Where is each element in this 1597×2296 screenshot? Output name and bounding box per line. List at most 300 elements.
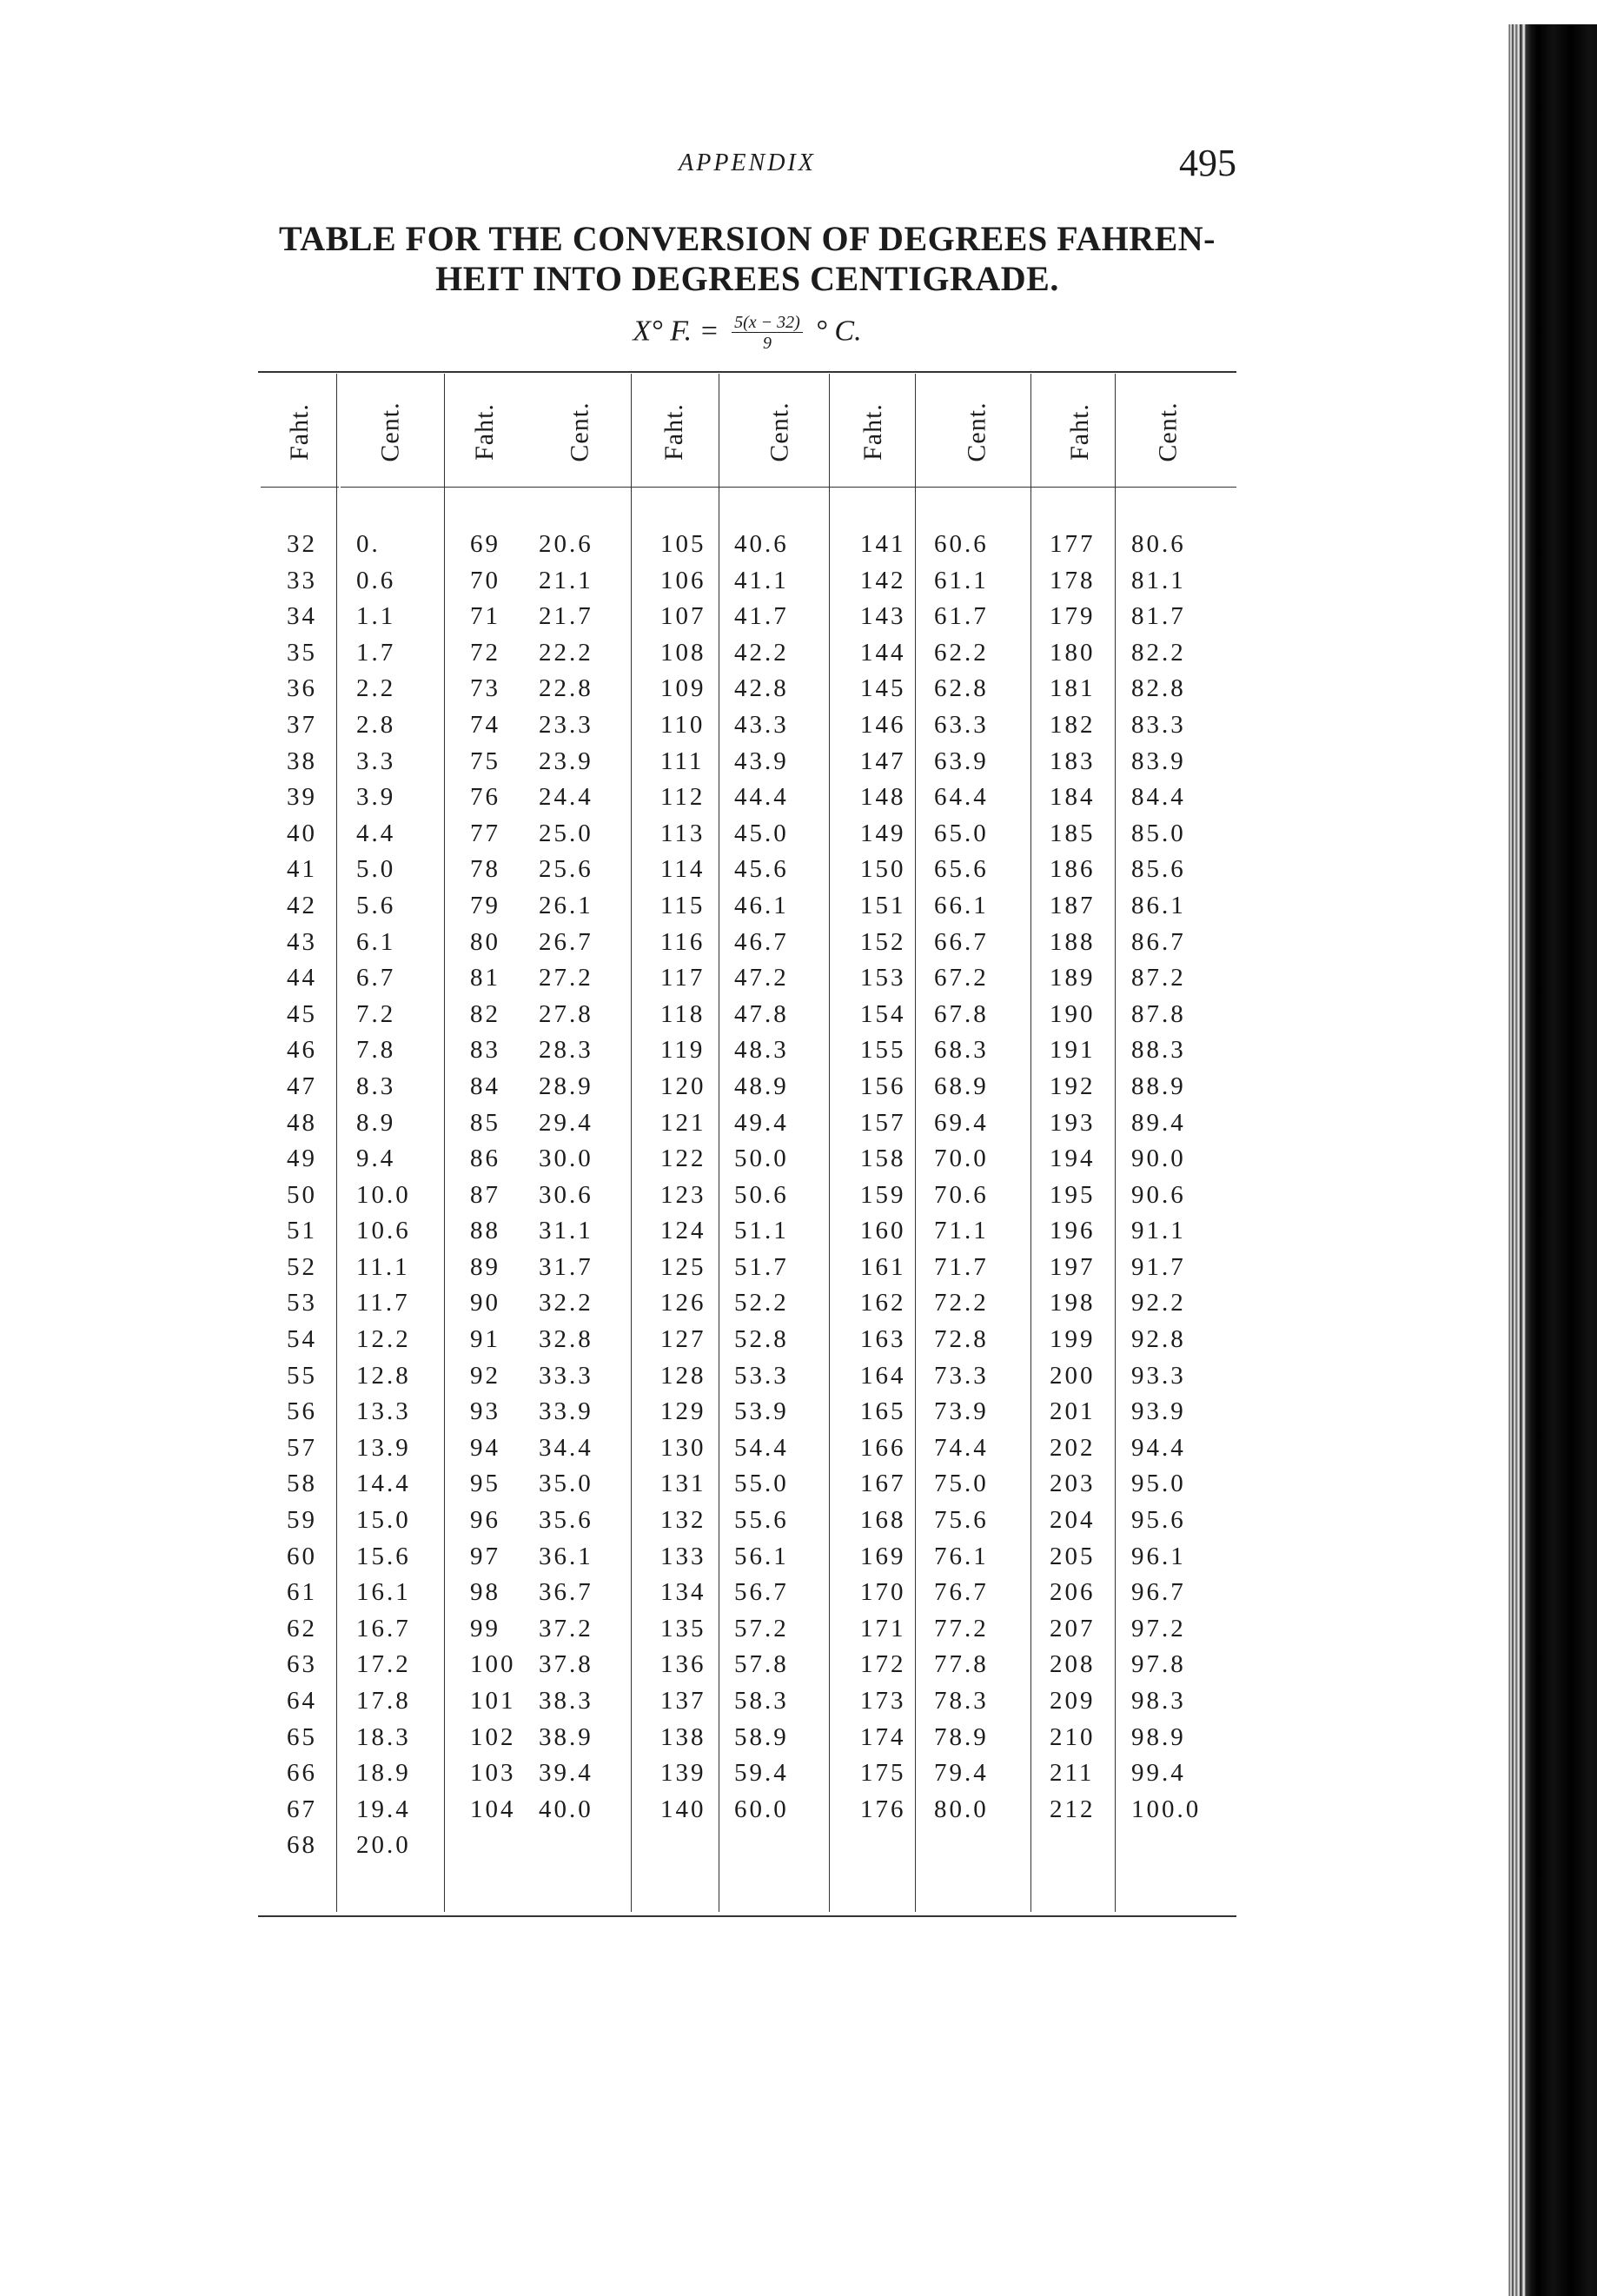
- faht-cell: 95: [470, 1470, 500, 1498]
- faht-cell: 141: [860, 530, 906, 558]
- faht-cell: 179: [1050, 602, 1096, 631]
- faht-cell: 131: [660, 1470, 706, 1498]
- cent-cell: 88.3: [1131, 1036, 1186, 1065]
- cent-cell: 6.1: [356, 927, 396, 956]
- faht-cell: 121: [660, 1108, 706, 1137]
- cent-cell: 81.7: [1131, 602, 1186, 631]
- faht-cell: 115: [660, 891, 706, 919]
- cent-cell: 32.2: [539, 1289, 593, 1317]
- faht-cell: 125: [660, 1252, 706, 1281]
- cent-cell: 52.2: [734, 1289, 789, 1317]
- faht-cell: 35: [287, 638, 317, 667]
- cent-cell: 22.8: [539, 674, 593, 703]
- column-separator: [336, 374, 337, 1912]
- faht-cell: 152: [860, 927, 906, 956]
- cent-cell: 10.0: [356, 1180, 411, 1209]
- cent-cell: 87.8: [1131, 999, 1186, 1028]
- cent-cell: 0.: [356, 530, 381, 558]
- faht-cell: 87: [470, 1180, 500, 1209]
- faht-cell: 33: [287, 566, 317, 594]
- cent-cell: 50.6: [734, 1180, 789, 1209]
- faht-cell: 192: [1050, 1072, 1096, 1100]
- cent-cell: 13.3: [356, 1397, 411, 1426]
- faht-column-header: [441, 380, 528, 484]
- column-separator: [1115, 374, 1116, 1912]
- cent-cell: 26.7: [539, 927, 593, 956]
- faht-cell: 117: [660, 964, 706, 992]
- faht-cell: 106: [660, 566, 706, 594]
- faht-cell: 157: [860, 1108, 906, 1137]
- faht-cell: 122: [660, 1145, 706, 1173]
- cent-cell: 73.9: [934, 1397, 989, 1426]
- cent-cell: 82.8: [1131, 674, 1186, 703]
- cent-cell: 38.9: [539, 1722, 593, 1751]
- formula-numerator: 5(x − 32): [732, 313, 803, 333]
- faht-cell: 94: [470, 1433, 500, 1462]
- cent-cell: 97.8: [1131, 1650, 1186, 1679]
- faht-cell: 89: [470, 1252, 500, 1281]
- cent-cell: 96.7: [1131, 1578, 1186, 1607]
- faht-cell: 172: [860, 1650, 906, 1679]
- cent-cell: 33.9: [539, 1397, 593, 1426]
- faht-cell: 123: [660, 1180, 706, 1209]
- faht-cell: 72: [470, 638, 500, 667]
- cent-cell: 86.7: [1131, 927, 1186, 956]
- faht-cell: 116: [660, 927, 706, 956]
- cent-cell: 9.4: [356, 1145, 396, 1173]
- faht-cell: 169: [860, 1542, 906, 1570]
- cent-cell: 85.0: [1131, 819, 1186, 847]
- cent-cell: 1.7: [356, 638, 396, 667]
- cent-cell: 28.3: [539, 1036, 593, 1065]
- faht-column-header: [830, 380, 917, 484]
- faht-cell: 103: [470, 1759, 516, 1788]
- cent-cell: 27.8: [539, 999, 593, 1028]
- faht-cell: 108: [660, 638, 706, 667]
- faht-cell: 80: [470, 927, 500, 956]
- cent-cell: 56.1: [734, 1542, 789, 1570]
- book-spine-edge: [1501, 24, 1597, 2296]
- faht-cell: 173: [860, 1687, 906, 1715]
- faht-cell: 188: [1050, 927, 1096, 956]
- faht-cell: 211: [1050, 1759, 1095, 1788]
- cent-cell: 92.8: [1131, 1325, 1186, 1354]
- cent-cell: 93.3: [1131, 1361, 1186, 1390]
- cent-cell: 20.6: [539, 530, 593, 558]
- faht-cell: 184: [1050, 783, 1096, 812]
- faht-cell: 168: [860, 1506, 906, 1535]
- faht-cell: 165: [860, 1397, 906, 1426]
- faht-cell: 67: [287, 1795, 317, 1823]
- faht-cell: 52: [287, 1252, 317, 1281]
- cent-cell: 85.6: [1131, 855, 1186, 884]
- faht-cell: 105: [660, 530, 706, 558]
- faht-cell: 93: [470, 1397, 500, 1426]
- cent-cell: 34.4: [539, 1433, 593, 1462]
- cent-cell: 2.2: [356, 674, 396, 703]
- faht-cell: 146: [860, 710, 906, 739]
- faht-cell: 88: [470, 1217, 500, 1245]
- faht-cell: 198: [1050, 1289, 1096, 1317]
- cent-cell: 99.4: [1131, 1759, 1186, 1788]
- cent-cell: 48.9: [734, 1072, 789, 1100]
- faht-cell: 76: [470, 783, 500, 812]
- cent-cell: 69.4: [934, 1108, 989, 1137]
- faht-cell: 85: [470, 1108, 500, 1137]
- cent-cell: 14.4: [356, 1470, 411, 1498]
- faht-cell: 205: [1050, 1542, 1096, 1570]
- faht-cell: 68: [287, 1831, 317, 1860]
- faht-cell: 99: [470, 1614, 500, 1642]
- cent-cell: 31.1: [539, 1217, 593, 1245]
- cent-cell: 63.9: [934, 747, 989, 775]
- cent-cell: 59.4: [734, 1759, 789, 1788]
- faht-cell: 210: [1050, 1722, 1096, 1751]
- faht-cell: 174: [860, 1722, 906, 1751]
- cent-cell: 67.8: [934, 999, 989, 1028]
- faht-cell: 39: [287, 783, 317, 812]
- cent-cell: 89.4: [1131, 1108, 1186, 1137]
- cent-cell: 61.1: [934, 566, 989, 594]
- faht-cell: 195: [1050, 1180, 1096, 1209]
- faht-cell: 209: [1050, 1687, 1096, 1715]
- faht-cell: 48: [287, 1108, 317, 1137]
- cent-cell: 63.3: [934, 710, 989, 739]
- cent-cell: 46.1: [734, 891, 789, 919]
- cent-cell: 93.9: [1131, 1397, 1186, 1426]
- column-header-label: Cent.: [1153, 401, 1183, 462]
- column-separator: [1030, 374, 1031, 1912]
- cent-cell: 61.7: [934, 602, 989, 631]
- faht-cell: 83: [470, 1036, 500, 1065]
- cent-cell: 15.0: [356, 1506, 411, 1535]
- faht-cell: 139: [660, 1759, 706, 1788]
- cent-column-header: [348, 380, 434, 484]
- faht-cell: 44: [287, 964, 317, 992]
- faht-cell: 32: [287, 530, 317, 558]
- column-header-label: Faht.: [470, 403, 499, 461]
- faht-cell: 186: [1050, 855, 1096, 884]
- faht-column: [860, 527, 906, 1828]
- cent-column-header: [934, 380, 1021, 484]
- cent-cell: 42.8: [734, 674, 789, 703]
- cent-column-header: [537, 380, 624, 484]
- cent-cell: 96.1: [1131, 1542, 1186, 1570]
- cent-cell: 70.6: [934, 1180, 989, 1209]
- column-separator: [444, 374, 445, 1912]
- header-rule: [261, 487, 339, 488]
- cent-cell: 90.6: [1131, 1180, 1186, 1209]
- faht-cell: 58: [287, 1470, 317, 1498]
- faht-cell: 147: [860, 747, 906, 775]
- faht-cell: 153: [860, 964, 906, 992]
- faht-cell: 50: [287, 1180, 317, 1209]
- faht-cell: 97: [470, 1542, 500, 1570]
- faht-cell: 120: [660, 1072, 706, 1100]
- cent-cell: 41.7: [734, 602, 789, 631]
- faht-cell: 142: [860, 566, 906, 594]
- cent-cell: 83.9: [1131, 747, 1186, 775]
- faht-column: [470, 527, 516, 1828]
- faht-cell: 200: [1050, 1361, 1096, 1390]
- column-header-label: Cent.: [765, 401, 794, 462]
- cent-cell: 82.2: [1131, 638, 1186, 667]
- faht-cell: 135: [660, 1614, 706, 1642]
- cent-cell: 37.2: [539, 1614, 593, 1642]
- faht-cell: 190: [1050, 999, 1096, 1028]
- faht-cell: 137: [660, 1687, 706, 1715]
- cent-cell: 17.8: [356, 1687, 411, 1715]
- faht-cell: 170: [860, 1578, 906, 1607]
- faht-cell: 176: [860, 1795, 906, 1823]
- faht-cell: 53: [287, 1289, 317, 1317]
- faht-column-header: [256, 380, 343, 484]
- cent-column: [356, 527, 411, 1864]
- cent-cell: 68.3: [934, 1036, 989, 1065]
- faht-cell: 143: [860, 602, 906, 631]
- faht-cell: 107: [660, 602, 706, 631]
- faht-cell: 177: [1050, 530, 1096, 558]
- cent-cell: 41.1: [734, 566, 789, 594]
- faht-cell: 194: [1050, 1145, 1096, 1173]
- faht-cell: 78: [470, 855, 500, 884]
- formula-fraction: [732, 313, 803, 354]
- faht-cell: 77: [470, 819, 500, 847]
- faht-cell: 156: [860, 1072, 906, 1100]
- cent-cell: 62.8: [934, 674, 989, 703]
- cent-cell: 1.1: [356, 602, 396, 631]
- faht-cell: 151: [860, 891, 906, 919]
- column-separator: [631, 374, 632, 1912]
- faht-cell: 51: [287, 1217, 317, 1245]
- cent-cell: 72.2: [934, 1289, 989, 1317]
- faht-cell: 56: [287, 1397, 317, 1426]
- column-header-label: Faht.: [858, 403, 887, 461]
- column-header-label: Faht.: [659, 403, 688, 461]
- cent-cell: 92.2: [1131, 1289, 1186, 1317]
- cent-cell: 11.7: [356, 1289, 410, 1317]
- cent-cell: 8.3: [356, 1072, 396, 1100]
- faht-column-header: [631, 380, 718, 484]
- faht-cell: 98: [470, 1578, 500, 1607]
- cent-cell: 53.3: [734, 1361, 789, 1390]
- cent-cell: 21.7: [539, 602, 593, 631]
- column-separator: [829, 374, 830, 1912]
- cent-cell: 24.4: [539, 783, 593, 812]
- cent-cell: 36.7: [539, 1578, 593, 1607]
- faht-cell: 187: [1050, 891, 1096, 919]
- faht-cell: 208: [1050, 1650, 1096, 1679]
- faht-cell: 155: [860, 1036, 906, 1065]
- faht-cell: 145: [860, 674, 906, 703]
- faht-column-header: [1037, 380, 1123, 484]
- faht-cell: 178: [1050, 566, 1096, 594]
- faht-cell: 62: [287, 1614, 317, 1642]
- faht-cell: 74: [470, 710, 500, 739]
- faht-cell: 113: [660, 819, 706, 847]
- faht-cell: 159: [860, 1180, 906, 1209]
- cent-cell: 26.1: [539, 891, 593, 919]
- cent-cell: 7.2: [356, 999, 396, 1028]
- faht-cell: 193: [1050, 1108, 1096, 1137]
- cent-cell: 16.7: [356, 1614, 411, 1642]
- faht-cell: 101: [470, 1687, 516, 1715]
- cent-cell: 77.2: [934, 1614, 989, 1642]
- cent-cell: 50.0: [734, 1145, 789, 1173]
- cent-cell: 98.9: [1131, 1722, 1186, 1751]
- cent-cell: 18.3: [356, 1722, 411, 1751]
- faht-cell: 71: [470, 602, 500, 631]
- faht-cell: 158: [860, 1145, 906, 1173]
- faht-cell: 55: [287, 1361, 317, 1390]
- cent-cell: 46.7: [734, 927, 789, 956]
- faht-cell: 175: [860, 1759, 906, 1788]
- faht-cell: 161: [860, 1252, 906, 1281]
- cent-cell: 19.4: [356, 1795, 411, 1823]
- faht-cell: 134: [660, 1578, 706, 1607]
- faht-cell: 133: [660, 1542, 706, 1570]
- faht-cell: 199: [1050, 1325, 1096, 1354]
- cent-cell: 48.3: [734, 1036, 789, 1065]
- faht-cell: 191: [1050, 1036, 1096, 1065]
- cent-cell: 81.1: [1131, 566, 1186, 594]
- cent-cell: 55.6: [734, 1506, 789, 1535]
- faht-cell: 181: [1050, 674, 1096, 703]
- formula-lhs: X° F. =: [633, 315, 719, 348]
- cent-cell: 47.2: [734, 964, 789, 992]
- cent-cell: 56.7: [734, 1578, 789, 1607]
- cent-cell: 38.3: [539, 1687, 593, 1715]
- cent-cell: 86.1: [1131, 891, 1186, 919]
- faht-cell: 109: [660, 674, 706, 703]
- faht-cell: 154: [860, 999, 906, 1028]
- cent-cell: 76.1: [934, 1542, 989, 1570]
- faht-cell: 201: [1050, 1397, 1096, 1426]
- column-header-label: Faht.: [285, 403, 314, 461]
- cent-cell: 12.2: [356, 1325, 411, 1354]
- cent-cell: 6.7: [356, 964, 396, 992]
- faht-cell: 204: [1050, 1506, 1096, 1535]
- faht-cell: 75: [470, 747, 500, 775]
- faht-cell: 136: [660, 1650, 706, 1679]
- faht-cell: 189: [1050, 964, 1096, 992]
- cent-cell: 28.9: [539, 1072, 593, 1100]
- faht-cell: 66: [287, 1759, 317, 1788]
- faht-cell: 84: [470, 1072, 500, 1100]
- faht-cell: 70: [470, 566, 500, 594]
- table-top-rule: [258, 371, 1236, 373]
- cent-cell: 3.9: [356, 783, 396, 812]
- cent-cell: 70.0: [934, 1145, 989, 1173]
- cent-cell: 30.0: [539, 1145, 593, 1173]
- faht-cell: 46: [287, 1036, 317, 1065]
- faht-cell: 36: [287, 674, 317, 703]
- faht-cell: 167: [860, 1470, 906, 1498]
- faht-cell: 118: [660, 999, 706, 1028]
- faht-cell: 182: [1050, 710, 1096, 739]
- cent-cell: 68.9: [934, 1072, 989, 1100]
- cent-cell: 52.8: [734, 1325, 789, 1354]
- cent-cell: 37.8: [539, 1650, 593, 1679]
- faht-cell: 91: [470, 1325, 500, 1354]
- cent-cell: 25.6: [539, 855, 593, 884]
- faht-cell: 41: [287, 855, 317, 884]
- cent-cell: 98.3: [1131, 1687, 1186, 1715]
- faht-cell: 43: [287, 927, 317, 956]
- cent-cell: 79.4: [934, 1759, 989, 1788]
- cent-cell: 77.8: [934, 1650, 989, 1679]
- faht-cell: 81: [470, 964, 500, 992]
- cent-cell: 71.7: [934, 1252, 989, 1281]
- cent-cell: 36.1: [539, 1542, 593, 1570]
- faht-cell: 126: [660, 1289, 706, 1317]
- cent-cell: 53.9: [734, 1397, 789, 1426]
- cent-cell: 4.4: [356, 819, 396, 847]
- faht-cell: 64: [287, 1687, 317, 1715]
- cent-cell: 95.6: [1131, 1506, 1186, 1535]
- faht-cell: 160: [860, 1217, 906, 1245]
- cent-cell: 3.3: [356, 747, 396, 775]
- cent-cell: 80.0: [934, 1795, 989, 1823]
- faht-cell: 102: [470, 1722, 516, 1751]
- cent-column: [539, 527, 593, 1828]
- cent-cell: 11.1: [356, 1252, 410, 1281]
- cent-cell: 8.9: [356, 1108, 396, 1137]
- cent-column-header: [737, 380, 824, 484]
- faht-cell: 60: [287, 1542, 317, 1570]
- faht-cell: 63: [287, 1650, 317, 1679]
- table-title: [258, 219, 1236, 299]
- faht-cell: 59: [287, 1506, 317, 1535]
- faht-cell: 212: [1050, 1795, 1096, 1823]
- cent-cell: 0.6: [356, 566, 396, 594]
- cent-cell: 16.1: [356, 1578, 411, 1607]
- cent-cell: 31.7: [539, 1252, 593, 1281]
- cent-cell: 33.3: [539, 1361, 593, 1390]
- column-header-label: Cent.: [565, 401, 594, 462]
- cent-cell: 78.3: [934, 1687, 989, 1715]
- faht-cell: 183: [1050, 747, 1096, 775]
- cent-cell: 17.2: [356, 1650, 411, 1679]
- faht-cell: 150: [860, 855, 906, 884]
- cent-cell: 25.0: [539, 819, 593, 847]
- cent-column: [934, 527, 989, 1828]
- cent-cell: 74.4: [934, 1433, 989, 1462]
- cent-cell: 73.3: [934, 1361, 989, 1390]
- cent-cell: 87.2: [1131, 964, 1186, 992]
- faht-cell: 130: [660, 1433, 706, 1462]
- cent-cell: 21.1: [539, 566, 593, 594]
- cent-column-header: [1125, 380, 1212, 484]
- cent-cell: 100.0: [1131, 1795, 1202, 1823]
- faht-cell: 196: [1050, 1217, 1096, 1245]
- cent-cell: 76.7: [934, 1578, 989, 1607]
- faht-cell: 164: [860, 1361, 906, 1390]
- cent-cell: 13.9: [356, 1433, 411, 1462]
- faht-cell: 82: [470, 999, 500, 1028]
- cent-cell: 27.2: [539, 964, 593, 992]
- cent-cell: 5.0: [356, 855, 396, 884]
- faht-cell: 54: [287, 1325, 317, 1354]
- cent-cell: 72.8: [934, 1325, 989, 1354]
- cent-cell: 66.7: [934, 927, 989, 956]
- faht-cell: 92: [470, 1361, 500, 1390]
- cent-cell: 80.6: [1131, 530, 1186, 558]
- cent-cell: 40.6: [734, 530, 789, 558]
- faht-cell: 138: [660, 1722, 706, 1751]
- formula-denominator: 9: [762, 334, 772, 353]
- cent-cell: 40.0: [539, 1795, 593, 1823]
